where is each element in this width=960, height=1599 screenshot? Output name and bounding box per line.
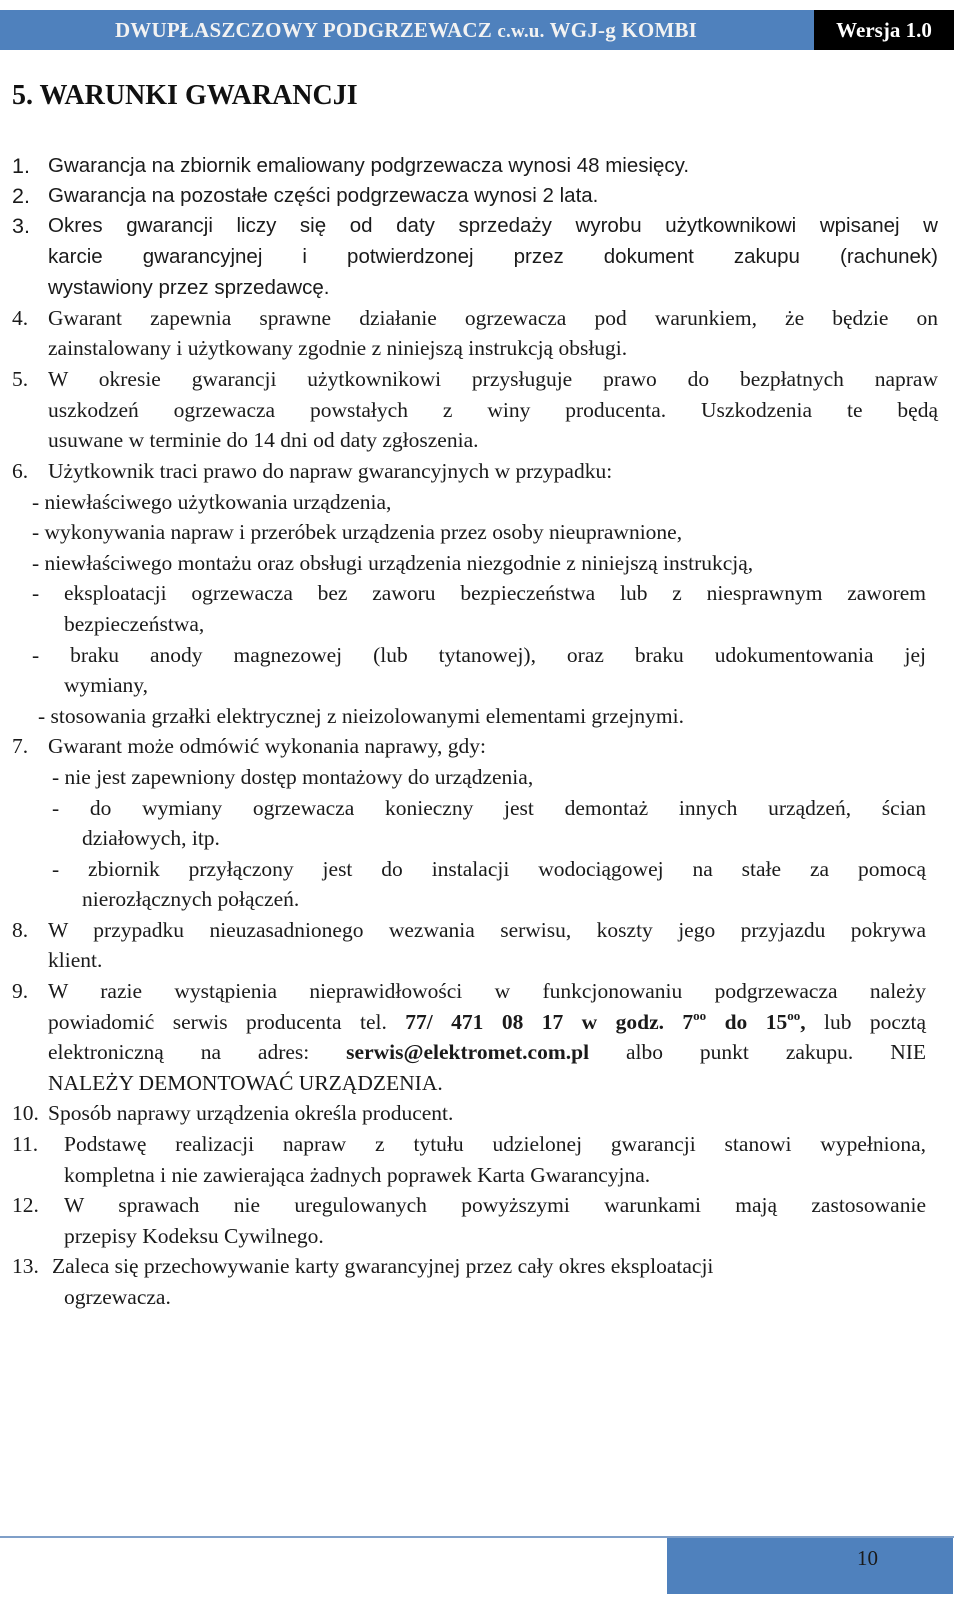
item-number: 5.	[12, 367, 29, 391]
item-subpoint: - stosowania grzałki elektrycznej z nieizolowanymi elementami grzejnymi.	[38, 704, 684, 728]
item-subpoint: - zbiornik przyłączony jest do instalacji wodociągowej na stałe za pomocą	[52, 857, 926, 881]
item-subpoint: działowych, itp.	[82, 826, 220, 850]
item-subpoint: - niewłaściwego montażu oraz obsługi urządzenia niezgodnie z niniejszą instrukcją,	[32, 551, 754, 575]
item-subpoint: - braku anody magnezowej (lub tytanowej), oraz braku udokumentowania jej	[32, 643, 926, 667]
email-intro: elektroniczną na adres:	[48, 1040, 310, 1064]
hours-superscript: oo	[693, 1008, 707, 1023]
item-number: 7.	[12, 734, 29, 758]
item-number: 2.	[12, 184, 30, 208]
item-number: 11.	[12, 1132, 39, 1156]
item-number: 10.	[12, 1101, 39, 1125]
item-text: wystawiony przez sprzedawcę.	[48, 276, 330, 299]
item-text: usuwane w terminie do 14 dni od daty zgłoszenia.	[48, 428, 479, 452]
item-text: W przypadku nieuzasadnionego wezwania serwisu, koszty jego przyjazdu pokrywa	[48, 918, 926, 942]
service-phone-hours	[405, 1010, 805, 1034]
item-subpoint: - do wymiany ogrzewacza konieczny jest demontaż innych urządzeń, ścian	[52, 796, 926, 820]
header-product-name: DWUPŁASZCZOWY PODGRZEWACZ	[114, 18, 492, 42]
page-number: 10	[857, 1546, 878, 1570]
item-text: klient.	[48, 948, 103, 972]
item-subpoint: - nie jest zapewniony dostęp montażowy do urządzenia,	[52, 765, 534, 789]
header-version: Wersja 1.0	[814, 10, 954, 50]
item-text: uszkodzeń ogrzewacza powstałych z winy producenta. Uszkodzenia te będą	[48, 398, 938, 422]
item-text: kompletna i nie zawierająca żadnych poprawek Karta Gwarancyjna.	[64, 1163, 651, 1187]
item-subpoint: nierozłącznych połączeń.	[82, 887, 300, 911]
document-header	[0, 10, 954, 50]
item-text	[48, 1037, 926, 1067]
item-text: Użytkownik traci prawo do napraw gwarancyjnych w przypadku:	[48, 459, 613, 483]
item-subpoint: - wykonywania napraw i przeróbek urządzenia przez osoby nieuprawnione,	[32, 520, 683, 544]
item-text: Podstawę realizacji napraw z tytułu udzielonej gwarancji stanowi wypełniona,	[64, 1132, 926, 1156]
item-text: ogrzewacza.	[64, 1285, 171, 1309]
item-text: zainstalowany i użytkowany zgodnie z niniejszą instrukcją obsługi.	[48, 336, 628, 360]
phone-intro: powiadomić serwis producenta tel.	[48, 1010, 387, 1034]
hours-superscript: oo	[787, 1008, 801, 1023]
item-number: 6.	[12, 459, 29, 483]
phone-outro: lub pocztą	[824, 1010, 927, 1034]
item-subpoint: - niewłaściwego użytkowania urządzenia,	[32, 490, 392, 514]
item-text: Sposób naprawy urządzenia określa producent.	[48, 1101, 454, 1125]
item-text: Okres gwarancji liczy się od daty sprzedaży wyrobu użytkownikowi wpisanej w	[48, 214, 938, 237]
item-number: 4.	[12, 306, 29, 330]
item-text	[48, 1007, 926, 1037]
item-subpoint: bezpieczeństwa,	[64, 612, 205, 636]
item-subpoint: - eksploatacji ogrzewacza bez zaworu bezpieczeństwa lub z niesprawnym zaworem	[32, 581, 926, 605]
service-hours-to: do 15	[724, 1010, 788, 1034]
item-number: 13.	[12, 1254, 39, 1278]
item-text: Gwarant może odmówić wykonania naprawy, gdy:	[48, 734, 487, 758]
item-text: Gwarant zapewnia sprawne działanie ogrzewacza pod warunkiem, że będzie on	[48, 306, 938, 330]
item-text: Gwarancja na zbiornik emaliowany podgrzewacza wynosi 48 miesięcy.	[48, 154, 690, 177]
item-text: przepisy Kodeksu Cywilnego.	[64, 1224, 324, 1248]
email-outro: albo punkt zakupu. NIE	[626, 1040, 927, 1064]
item-text: W razie wystąpienia nieprawidłowości w funkcjonowaniu podgrzewacza należy	[48, 979, 926, 1003]
item-text: W okresie gwarancji użytkownikowi przysługuje prawo do bezpłatnych napraw	[48, 367, 938, 391]
header-title	[0, 10, 812, 50]
item-text: Zaleca się przechowywanie karty gwarancyjnej przez cały okres eksploatacji	[52, 1254, 714, 1278]
header-product-unit: c.w.u.	[497, 21, 545, 42]
comma: ,	[800, 1010, 806, 1034]
item-subpoint: wymiany,	[64, 673, 148, 697]
item-number: 12.	[12, 1193, 39, 1217]
item-number: 3.	[12, 214, 30, 238]
service-email: serwis@elektromet.com.pl	[346, 1040, 590, 1064]
item-number: 1.	[12, 154, 30, 178]
item-number: 9.	[12, 979, 29, 1003]
section-title: 5. WARUNKI GWARANCJI	[12, 80, 358, 111]
service-phone: 77/ 471 08 17 w godz. 7	[405, 1010, 694, 1034]
item-text: NALEŻY DEMONTOWAĆ URZĄDZENIA.	[48, 1071, 443, 1095]
item-number: 8.	[12, 918, 29, 942]
header-product-model: WGJ-g KOMBI	[549, 18, 698, 42]
item-text: Gwarancja na pozostałe części podgrzewacza wynosi 2 lata.	[48, 184, 599, 207]
item-text: karcie gwarancyjnej i potwierdzonej przez dokument zakupu (rachunek)	[48, 245, 938, 268]
item-text: W sprawach nie uregulowanych powyższymi warunkami mają zastosowanie	[64, 1193, 926, 1217]
